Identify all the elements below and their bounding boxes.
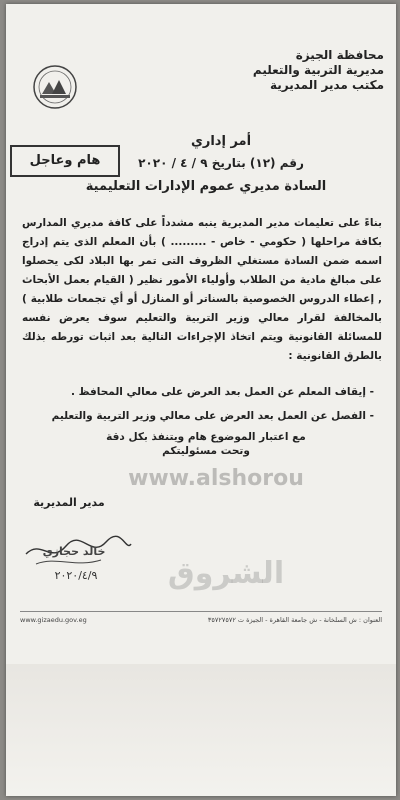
signature-date: ٢٠٢٠/٤/٩ [54,569,98,582]
letterhead [184,48,384,93]
directorate-logo-icon [32,64,78,110]
office-name: مكتب مدير المديرية [269,78,384,92]
site-watermark: www.alshorou [128,466,304,491]
order-number: رقم (١٢) بتاريخ ٩ / ٤ / ٢٠٢٠ [138,156,304,170]
action-item-dismiss: - الفصل عن العمل بعد العرض على معالي وزير التربية والتعليم [51,410,374,422]
arabic-watermark: الشروق [167,556,285,591]
blank-lower-page [6,664,396,796]
footer-divider [20,611,382,612]
closing-line-1: مع اعتبار الموضوع هام ويتنفذ بكل دقة [106,431,306,443]
directorate-name: مديرية التربية والتعليم [252,63,384,77]
footer-address: العنوان : ش السلخانة - ش جامعة القاهرة - الجيزة ت ٣٥٧٢٧٥٧٢ [207,616,382,624]
footer-website: www.gizaedu.gov.eg [20,616,87,624]
closing-line-2: وتحت مسئوليتكم [162,445,250,457]
order-recipients: السادة مديري عموم الإدارات التعليمية [85,179,327,194]
closing-note [106,430,306,458]
governorate-name: محافظة الجيزة [295,48,384,62]
urgent-badge: هام وعاجل [10,145,120,177]
order-body-paragraph: بناءً على تعليمات مدير المديرية ينبه مشدداً على كافة مديري المدارس بكافة مراحلها ( حكومي - خاص - ......... ) بأن المعلم الذى يتم إدراج اسمه ضمن السادة مستغلي الظروف التى تمر بها البلاد لكى يحصلوا على مبالغ مادية من الطلاب وأولياء الأمور نظير ( القيام بعمل الأبحاث , إعطاء الدروس الخصوصية بالسناتر أو المنازل أو أي تجمعات طلابية ) بالمخالفة لقرار معالي وزير التربية والتعليم سوف يعرض نفسه للمسائلة القانونية ويتم اتخاذ الإجراءات التالية بعد اثبات تورطه بذلك بالطرق القانونية : [22,217,382,362]
action-item-suspend: - إيقاف المعلم عن العمل بعد العرض على معالي المحافظ . [71,386,374,398]
signatory-title: مدير المديرية [33,496,105,509]
actions-list [34,380,374,428]
signatory-name: خالد حجازي [42,545,106,558]
document-footer [20,616,382,624]
order-title: أمر إداري [190,134,252,149]
document-page [6,4,396,796]
